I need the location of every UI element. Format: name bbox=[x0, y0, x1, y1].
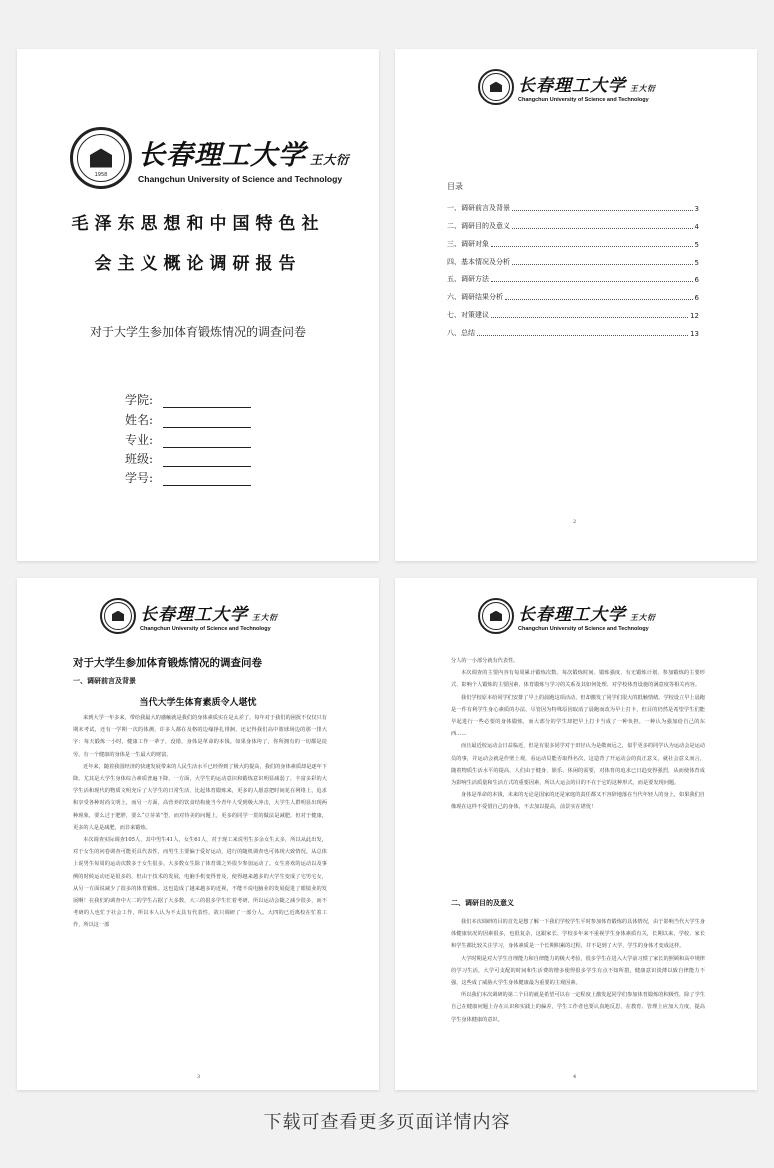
field-class-line bbox=[163, 454, 251, 467]
toc-item[interactable]: 一、调研前言及背景 3 bbox=[447, 203, 699, 213]
article-title: 当代大学生体育素质令人堪忧 bbox=[139, 698, 257, 708]
field-major: 专业: bbox=[125, 431, 251, 448]
field-student-id: 学号: bbox=[125, 469, 251, 486]
university-name-cn: 长春理工大学 王大衍 bbox=[140, 605, 278, 625]
field-student-id-line bbox=[163, 473, 251, 486]
field-name: 姓名: bbox=[125, 411, 251, 428]
document-title: 对于大学生参加体育锻炼情况的调查问卷 bbox=[73, 657, 262, 669]
toc-page bbox=[395, 49, 757, 561]
paragraph: 近年来，随着我国经济的快速发展带来的人民生活水平已经得到了极大的提高，我们的身体素质却是逐年下降。尤其是大学生身体综合素质普遍下降，一方面，大学生的运动意识和锻炼意识明显减弱了，丰富多彩的大学生活和现代的物质文明充斥了大学生的日常生活，比起体育锻炼来，更多的人愿意把时间花在网络上，追求和享受各种时尚文明上，而另一方面，高营养的饮食结构使当今青年人受到极大冲击，大学生人群明显出现两种现象，要么过于肥胖，要么“豆芽菜”型，而对待美的问题上，更多的同学一贯的做法是减肥，但对于健康，更多的人是是减肥，而非来锻炼。 bbox=[73, 763, 327, 831]
body-text-bottom bbox=[451, 916, 705, 1026]
university-logo bbox=[100, 598, 278, 634]
toc-item[interactable]: 七、对策建议 12 bbox=[447, 311, 699, 321]
download-caption: 下载可查看更多页面详情内容 bbox=[263, 1112, 511, 1133]
toc-item[interactable]: 三、调研对象 5 bbox=[447, 239, 699, 249]
university-name-cn: 长春理工大学 王大衍 bbox=[138, 139, 350, 171]
page-number: 3 bbox=[197, 1074, 201, 1080]
paragraph: 我们学校原本给同学们安排了早上的晨跑这项活动，但却激发了同学们很大的抵触情绪。学校设立早上晨跑是一件有利学生身心素质的办法，尽管因为特殊原因取消了晨跑而改为早上打卡，但目的仍然是希望学生们能早起进行一些必要的身体锻炼，而大部分的学生却把早上打卡当成了一种负担，一种认为强加给自己的东西…… bbox=[451, 694, 705, 738]
seal-year: 1958 bbox=[94, 172, 108, 178]
signature: 王大衍 bbox=[252, 613, 278, 622]
university-name-cn: 长春理工大学 王大衍 bbox=[518, 76, 656, 96]
field-major-line bbox=[163, 435, 251, 448]
toc-item[interactable]: 六、调研结果分析 6 bbox=[447, 293, 699, 303]
field-name-line bbox=[163, 415, 251, 428]
paragraph: 身体是革命的本钱，未来的无论是国家的还是家庭的责任都又不容辞地落在当代年轻人的身上，如果我们自像现在这样不爱惜自己的身体，不去加以提高，前景实在堪忧！ bbox=[451, 792, 705, 811]
paragraph: 而且最近校运动会日益临近，但是有很多同学对于田径认为是敬而远之，似乎更多的同学认为运动会是运动员的事，并运动会就是作壁上观，看运动员能否取得名次，这造背了开运动会的真正意义，就社会意义而言，随着物质生活水平的提高，人们由于健身、娱乐、休闲的需要，对体育的追求已日趋变得强烈，从而使体育成为影响生活质量和生活方式的重要因素，所以大运会的目的不在于它的这种形式，而是要发现问题。 bbox=[451, 743, 705, 787]
field-college-line bbox=[163, 395, 251, 408]
toc-list bbox=[447, 195, 699, 338]
cover-page bbox=[17, 49, 379, 561]
paragraph: 分人的一小部分就有代表性。 bbox=[451, 658, 519, 664]
toc-item[interactable]: 八、总结 13 bbox=[447, 329, 699, 339]
paragraph: 本次调查的主要内容有每周累计锻炼次数、每次锻炼时间、锻炼强度、有无锻炼计划、参加锻炼的主要形式、影响个人锻炼的主要因素、体育锻炼与学习的关系及其如何处理、对学校体育设施的满意度等相关内容。 bbox=[451, 670, 705, 689]
university-seal-icon bbox=[70, 127, 132, 189]
cover-title-line2: 会主义概论调研报告 bbox=[94, 254, 302, 274]
toc-item[interactable]: 四、基本情况及分析 5 bbox=[447, 257, 699, 267]
toc-heading: 目录 bbox=[447, 182, 463, 191]
cover-title-line1: 毛泽东思想和中国特色社 bbox=[71, 214, 325, 234]
body-text bbox=[73, 712, 327, 932]
page-number: 2 bbox=[573, 519, 577, 525]
page-number: 4 bbox=[573, 1074, 577, 1080]
signature: 王大衍 bbox=[630, 84, 656, 93]
paragraph: 我们本次调研的目的首先是想了解一下我们学校学生平时参加体育锻炼的具体情况，由于影响当代大学生身体健康状况的因素很多，也很复杂，这跟家长、学校多年来不重视学生身体素质有关，长期以来，学校、家长和学生都比较关注学习，身体素质是一个长期积累的过程，并不是到了大学，学生的身体才变成这样。 bbox=[451, 919, 705, 950]
cover-subtitle: 对于大学生参加体育锻炼情况的调查问卷 bbox=[89, 325, 306, 339]
toc-item[interactable]: 五、调研方法 6 bbox=[447, 275, 699, 285]
university-logo bbox=[70, 127, 349, 189]
university-name-en: Changchun University of Science and Technology bbox=[138, 173, 343, 184]
field-college: 学院: bbox=[125, 391, 251, 408]
paragraph: 大学时期是对大学生自理能力和自律能力的极大考验，很多学生在进入大学前习惯了家长的照顾和高中规律的学习生活，大学可支配的时间和生活费的增多使得很多学生有点不知所措，健康意识淡薄以致自律能力不强，这些成了威胁大学生身体健康最为重要的主观因素。 bbox=[451, 955, 705, 987]
university-seal-icon bbox=[100, 598, 136, 634]
university-name-cn: 长春理工大学 王大衍 bbox=[518, 605, 656, 625]
section-heading: 二、调研目的及意义 bbox=[451, 899, 514, 907]
content-page-4 bbox=[395, 578, 757, 1090]
signature: 王大衍 bbox=[310, 152, 350, 167]
body-text-top bbox=[451, 655, 705, 814]
university-name-en: Changchun University of Science and Technology bbox=[518, 97, 649, 103]
university-seal-icon bbox=[478, 598, 514, 634]
paragraph: 来到大学一年多来，带给我最大的感触就是我们的身体素质实在是太差了。每年对于我们的困扰不仅仅只有期末考试，还有一学期一次的体测，许多人都在及格的边缘挣扎徘徊，还记得我们高中篮球场边的那一排大字：每天锻炼一小时，健康工作一辈子，没错，身体是革命的本钱。如果身体垮了，你所拥有的一切都是徒劳，有一个健康的身体是一生最大的财富。 bbox=[73, 715, 327, 758]
university-seal-icon bbox=[478, 69, 514, 105]
toc-item[interactable]: 二、调研目的及意义 4 bbox=[447, 221, 699, 231]
paragraph: 本次调查实际调查105人，其中男生41人，女生61人，对于现工来说男生多余女生太多，所以从此出发，对于女生的问卷调查可能更具代表性，而男生主要偏于爱好运动，进行的随机调查也可体现大致情况。从总体上说男生每周的运动次数多于女生很多。大多数女生除了体育课之外很少参加运动了。女生喜欢的运动以及事例的时候运动还是很多的，但由于技术的发展，电脑手机变得普及，使得越来越多的大学生变成了宅男宅女，从另一方面说减少了很多的体育锻炼。这也造成了越来越多的近视，不能不说电脑业的发展促进了眼镜业的发展啊！在我们的调查中大二的学生占据了大多数，大三的很多学生忙着考研，所以运动会随之减少很多，而不考研的人也忙于社会工作，所以本人认为不太具有代表性，故只调研了一部分人。大四的已近离校在忙着工作，所以这一部 bbox=[73, 837, 327, 929]
section-heading: 一、调研前言及背景 bbox=[73, 677, 136, 685]
university-name-en: Changchun University of Science and Technology bbox=[140, 626, 271, 632]
university-name-en: Changchun University of Science and Technology bbox=[518, 626, 649, 632]
university-logo bbox=[478, 598, 656, 634]
field-class: 班级: bbox=[125, 450, 251, 467]
university-logo bbox=[478, 69, 656, 105]
paragraph: 所以我们本次调研的第二个目的就是希望可以在一定程度上激发起同学们参加体育锻炼的积极性，除了学生自己在健康问题上存在认识和实践上的偏差，学生工作者也要认真地反思，在教育、管理上应加大力度，提高学生身体健康的意识。 bbox=[451, 992, 705, 1023]
content-page-3 bbox=[17, 578, 379, 1090]
signature: 王大衍 bbox=[630, 613, 656, 622]
